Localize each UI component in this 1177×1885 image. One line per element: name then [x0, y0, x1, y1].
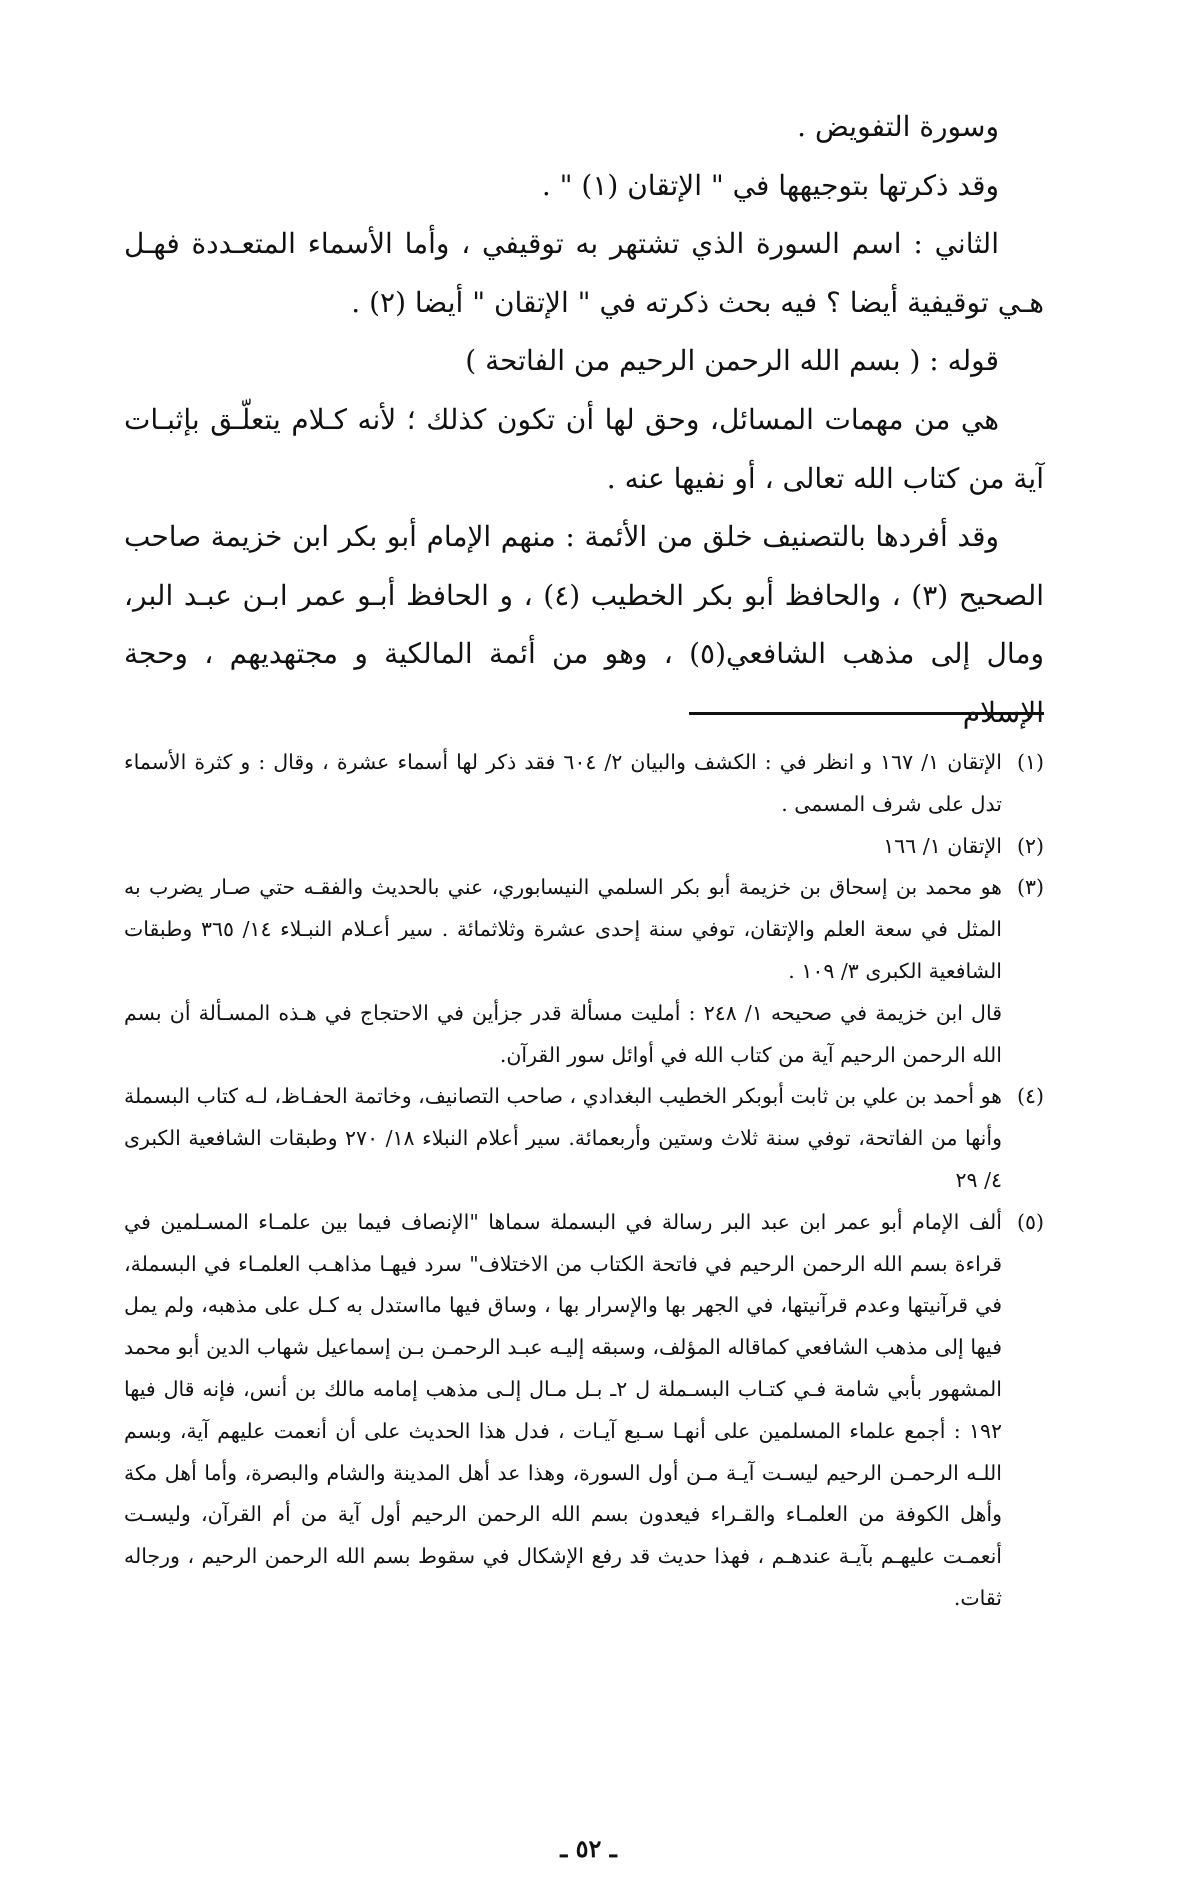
footnote-text: هو محمد بن إسحاق بن خزيمة أبو بكر السلمي النيسابوري، عني بالحديث والفقـه حتي صـار يضرب به المثل في سعة العلم والإتقان، توفي سنة إحدى عشرة وثلاثمائة . سير أعـلام النبـلاء ١٤/ ٣٦٥ وطبقات الشافعية الكبرى ٣/ ١٠٩ .	[124, 875, 1002, 983]
footnote-4	[124, 1076, 1044, 1201]
footnote-3	[124, 867, 1044, 992]
paragraph-surah-tafwid: وسورة التفويض .	[797, 110, 999, 143]
footnote-number: (٣)	[1016, 875, 1044, 900]
footnote-divider	[689, 712, 1044, 715]
footnote-number: (١)	[1016, 750, 1044, 774]
footnote-number: (٢)	[1016, 833, 1044, 858]
paragraph-important-issue: هي من مهمات المسائل، وحق لها أن تكون كذلك ؛ لأنه كـلام يتعلّـق بإثبـات آية من كتاب الله تعالى ، أو نفيها عنه .	[124, 402, 1044, 495]
paragraph-itqan-reference: وقد ذكرتها بتوجيهها في " الإتقان (١) " .	[541, 168, 999, 202]
footnote-text: الإتقان ١/ ١٦٦	[883, 833, 1002, 858]
footnotes-block	[124, 742, 1044, 1620]
footnote-text: ألف الإمام أبو عمر ابن عبد البر رسالة في البسملة سماها "الإنصاف فيما بين علمـاء المسـلمين في قراءة بسم الله الرحمن الرحيم في فاتحة الكتاب من الاختلاف" سرد فيهـا مذاهـب العلمـاء في البسملة، في قرآنيتها وعدم قرآنيتها، في الجهر بها والإسرار بها ، وساق فيها مااستدل به كـل على مذهبه، ولم يمل فيها إلى مذهب الشافعي كماقاله المؤلف، وسبقه إليـه عبـد الرحمـن بـن إسماعيل شهاب الدين أبو محمد المشهور بأبي شامة فـي كتـاب البسـملة ل ٢ـ بـل مـال إلـى مذهب إمامه مالك بن أنس، فإنه قال فيها ١٩٢ : أجمع علماء المسلمين على أنهـا سـبع آيـات ، فدل هذا الحديث على أن أنعمت عليهم آية، وبسم اللـه الرحمـن الرحيم ليسـت آيـة مـن أول السورة، وهذا عد أهل المدينة والشام والبصرة، وأما أهل مكة وأهل الكوفة من العلمـاء والقـراء فيعدون بسم الله الرحمن الرحيم أول آية من أم القرآن، وليسـت أنعمـت عليهـم بآيـة عندهـم ، فهذا حديث قد رفع الإشكال في سقوط بسم الله الرحمن الرحيم ، ورجاله ثقات.	[124, 1209, 1002, 1610]
paragraph-scholars-list: وقد أفردها بالتصنيف خلق من الأئمة : منهم الإمام أبو بكر ابن خزيمة صاحب الصحيح (٣) ، والحافظ أبو بكر الخطيب (٤) ، و الحافظ أبـو عمر ابـن عبـد البر، ومال إلى مذهب الشافعي(٥) ، وهو من أئمة المالكية و مجتهديهم ، وحجة الإسلام	[124, 520, 1045, 729]
paragraph-second-point: الثاني : اسم السورة الذي تشتهر به توقيفي ، وأما الأسماء المتعـددة فهـل هـي توقيفية أيضا ؟ فيه بحث ذكرته في " الإتقان " أيضا (٢) .	[124, 227, 1044, 319]
footnote-3-continuation: قال ابن خزيمة في صحيحه ١/ ٢٤٨ : أمليت مسألة قدر جزأين في الاحتجاج في هـذه المسـألة أن بسم الله الرحمن الرحيم آية من كتاب الله في أوائل سور القرآن.	[124, 1000, 1002, 1067]
paragraph-basmala-heading: قوله : ( بسم الله الرحمن الرحيم من الفاتحة )	[465, 344, 999, 378]
footnote-5	[124, 1202, 1044, 1620]
footnote-2	[124, 826, 1044, 868]
footnote-number: (٤)	[1016, 1084, 1044, 1109]
footnote-text: الإتقان ١/ ١٦٧ و انظر في : الكشف والبيان ٢/ ٦٠٤ فقد ذكر لها أسماء عشرة ، وقال : و كثرة الأسماء تدل على شرف المسمى .	[124, 750, 1002, 816]
footnote-number: (٥)	[1016, 1209, 1044, 1234]
page-number: ـ ٥٢ ـ	[560, 1834, 617, 1863]
main-text-block	[124, 98, 1044, 743]
footnote-text: هو أحمد بن علي بن ثابت أبوبكر الخطيب البغدادي ، صاحب التصانيف، وخاتمة الحفـاظ، لـه كتاب البسملة وأنها من الفاتحة، توفي سنة ثلاث وستين وأربعمائة. سير أعلام النبلاء ١٨/ ٢٧٠ وطبقات الشافعية الكبرى ٤/ ٢٩	[124, 1084, 1002, 1192]
footnote-1	[124, 742, 1044, 826]
